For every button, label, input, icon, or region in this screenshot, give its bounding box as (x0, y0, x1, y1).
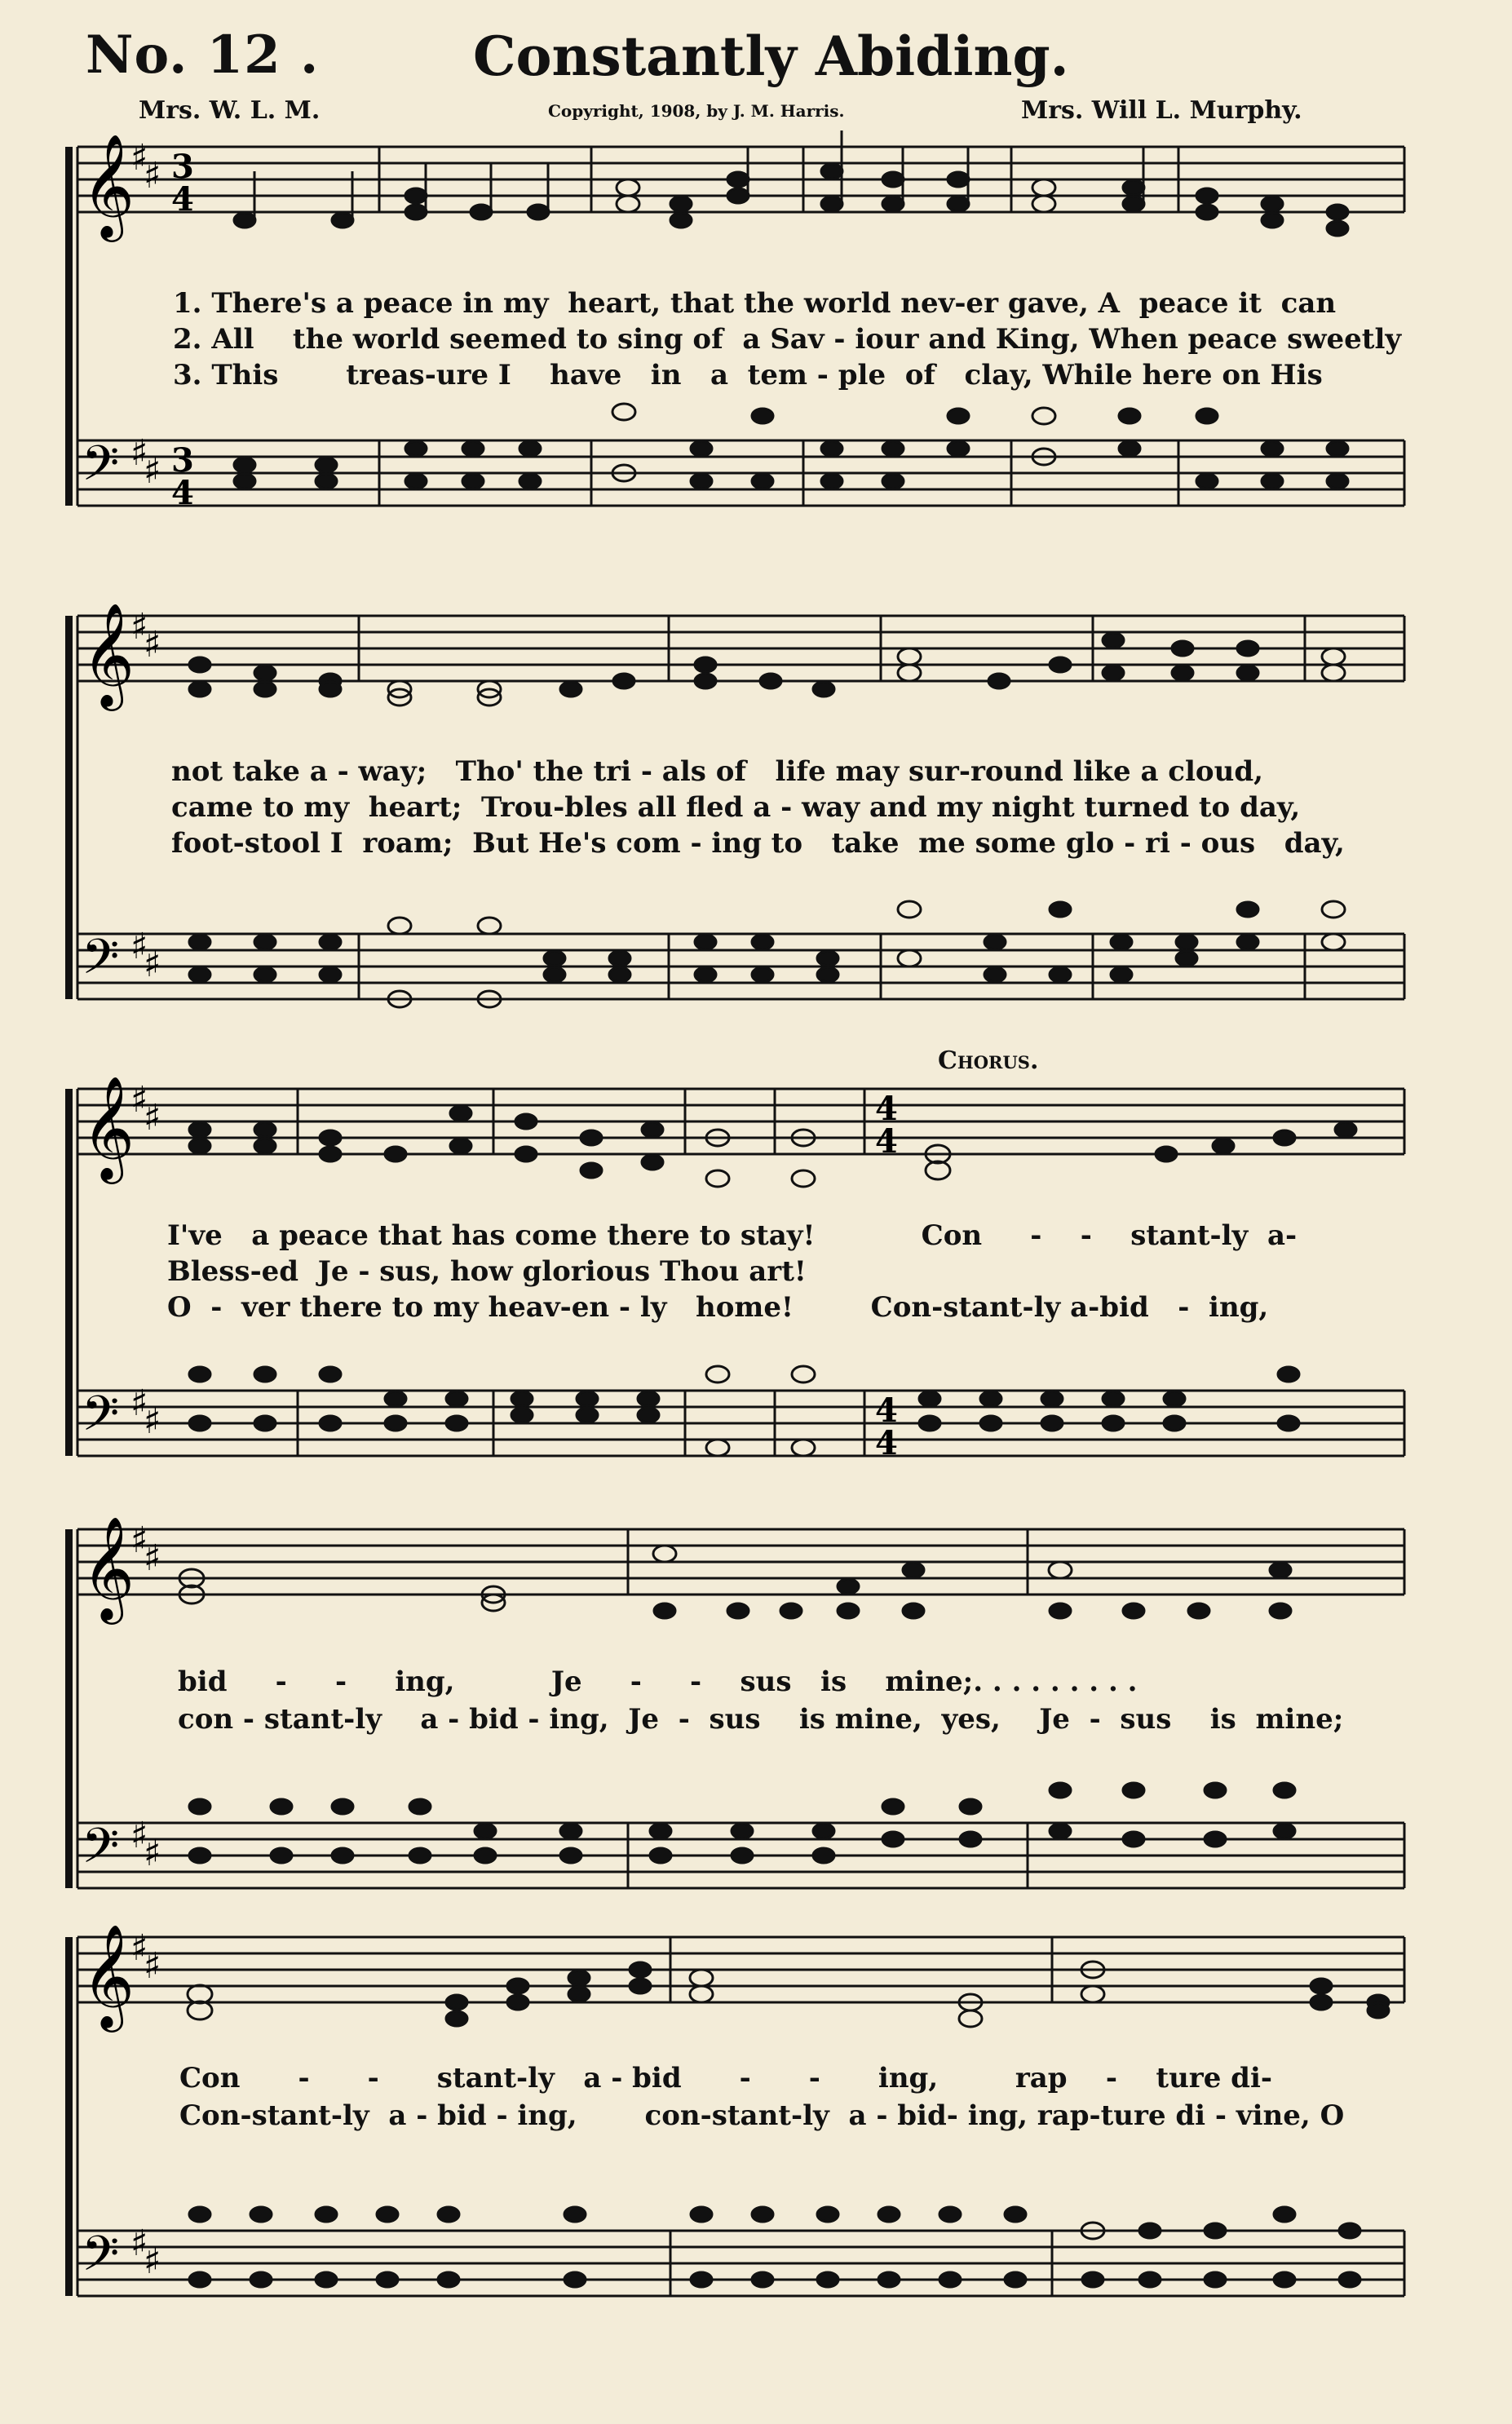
lyric-line: I've a peace that has come there to stay! Con - - stant-ly a- (167, 1219, 1298, 1252)
lyric-line: not take a - way; Tho' the tri - als of life may sur-round like a cloud, (171, 755, 1263, 788)
svg-text:♯: ♯ (144, 1945, 161, 1987)
treble-clef-icon: 𝄞 (82, 602, 135, 706)
svg-text:♯: ♯ (144, 1097, 161, 1139)
lyric-line: O - ver there to my heav-en - ly home! Con-stant-ly a-bid - ing, (167, 1291, 1269, 1324)
svg-text:3: 3 (171, 441, 194, 480)
treble-clef-icon: 𝄞 (82, 1923, 135, 2028)
svg-text:♯: ♯ (130, 137, 148, 179)
svg-text:♯: ♯ (144, 624, 161, 666)
lyric-line: 3. This treas-ure I have in a tem - ple of clay, While here on His (173, 359, 1323, 391)
svg-text:4: 4 (171, 474, 194, 512)
svg-text:♯: ♯ (130, 1927, 148, 1969)
bass-clef-icon: 𝄢 (82, 1817, 120, 1886)
hymn-title: Constantly Abiding. (473, 24, 1069, 88)
bass-clef-icon: 𝄢 (82, 1385, 120, 1453)
lyric-line: Bless-ed Je - sus, how glorious Thou art! (167, 1255, 807, 1288)
words-credit: Mrs. W. L. M. (139, 96, 321, 125)
lyric-line: Con-stant-ly a - bid - ing, con-stant-ly a - bid- ing, rap-ture di - vine, O (179, 2099, 1345, 2132)
lyric-line: bid - - ing, Je - - sus is mine;. . . . . . . . . (178, 1665, 1138, 1698)
svg-text:4: 4 (875, 1391, 898, 1430)
svg-text:♯: ♯ (130, 1815, 148, 1856)
svg-text:♯: ♯ (130, 926, 148, 967)
lyric-line: foot-stool I roam; But He's com - ing to take me some glo - ri - ous day, (171, 827, 1345, 860)
svg-text:♯: ♯ (130, 2223, 148, 2264)
svg-text:4: 4 (171, 180, 194, 219)
svg-text:♯: ♯ (144, 155, 161, 197)
svg-text:4: 4 (875, 1424, 898, 1462)
lyric-line: Con - - stant-ly a - bid - - ing, rap - ture di- (179, 2062, 1272, 2094)
svg-text:♯: ♯ (144, 944, 161, 985)
treble-clef-icon: 𝄞 (82, 1515, 135, 1620)
chorus-label: Chorus. (938, 1046, 1039, 1075)
svg-text:♯: ♯ (144, 1537, 161, 1579)
svg-text:♯: ♯ (144, 1400, 161, 1442)
svg-text:♯: ♯ (144, 2240, 161, 2282)
svg-text:3: 3 (171, 148, 194, 186)
svg-text:♯: ♯ (144, 1833, 161, 1874)
bass-clef-icon: 𝄢 (82, 435, 120, 503)
lyric-line: 1. There's a peace in my heart, that the world nev-er gave, A peace it can (173, 287, 1337, 320)
svg-text:♯: ♯ (130, 432, 148, 474)
treble-clef-icon: 𝄞 (82, 1075, 135, 1179)
svg-text:♯: ♯ (130, 606, 148, 648)
svg-text:4: 4 (875, 1122, 898, 1161)
bass-clef-icon: 𝄢 (82, 2225, 120, 2294)
svg-text:♯: ♯ (130, 1519, 148, 1561)
treble-clef-icon: 𝄞 (82, 133, 135, 237)
svg-text:4: 4 (875, 1090, 898, 1128)
lyric-line: con - stant-ly a - bid - ing, Je - sus is mine, yes, Je - sus is mine; (178, 1703, 1344, 1736)
hymn-number: No. 12 . (86, 24, 320, 86)
lyric-line: came to my heart; Trou-bles all fled a - way and my night turned to day, (171, 791, 1301, 824)
copyright-notice: Copyright, 1908, by J. M. Harris. (548, 101, 845, 121)
svg-text:♯: ♯ (130, 1382, 148, 1424)
svg-text:♯: ♯ (144, 450, 161, 492)
svg-text:♯: ♯ (130, 1079, 148, 1121)
music-credit: Mrs. Will L. Murphy. (1021, 96, 1302, 125)
bass-clef-icon: 𝄢 (82, 928, 120, 997)
lyric-line: 2. All the world seemed to sing of a Sav - iour and King, When peace sweetly (173, 323, 1402, 356)
